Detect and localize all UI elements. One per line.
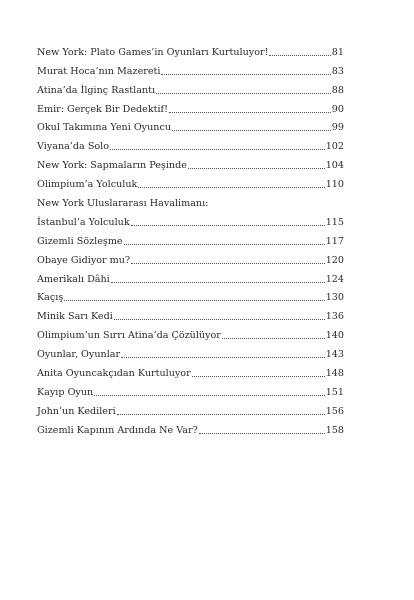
toc-entry xyxy=(37,399,344,418)
toc-leader-dots xyxy=(121,357,325,358)
table-of-contents xyxy=(37,40,344,437)
toc-entry xyxy=(37,418,344,437)
toc-entry-page: 104 xyxy=(325,160,344,172)
toc-entry-page: 148 xyxy=(325,368,344,380)
toc-entry-page: 136 xyxy=(325,311,344,323)
toc-leader-dots xyxy=(114,319,325,320)
toc-entry xyxy=(37,229,344,248)
toc-entry xyxy=(37,323,344,342)
toc-leader-dots xyxy=(117,414,325,415)
toc-entry-page: 130 xyxy=(325,292,344,304)
toc-entry xyxy=(37,97,344,116)
toc-entry xyxy=(37,172,344,191)
toc-entry-title: Emir: Gerçek Bir Dedektif! xyxy=(37,103,168,115)
toc-leader-dots xyxy=(172,130,331,131)
toc-entry-page: 90 xyxy=(331,103,344,115)
toc-entry xyxy=(37,342,344,361)
toc-entry-title: Minik Sarı Kedi xyxy=(37,311,113,323)
toc-entry-page: 143 xyxy=(325,349,344,361)
toc-entry-page: 110 xyxy=(325,179,344,191)
toc-entry-page: 115 xyxy=(325,216,344,228)
toc-entry xyxy=(37,304,344,323)
toc-entry-title: Olimpium’a Yolculuk xyxy=(37,179,138,191)
toc-entry xyxy=(37,78,344,97)
toc-leader-dots xyxy=(199,433,325,434)
toc-entry-title: Gizemli Kapının Ardında Ne Var? xyxy=(37,424,198,436)
toc-leader-dots xyxy=(169,112,331,113)
toc-leader-dots xyxy=(269,55,330,56)
toc-entry-title: New York: Sapmaların Peşinde xyxy=(37,160,187,172)
toc-entry-title: Amerikalı Dâhi xyxy=(37,273,110,285)
toc-entry-title: Gizemli Sözleşme xyxy=(37,235,123,247)
toc-section-heading-text: New York Uluslararası Havalimanı: xyxy=(37,198,209,210)
toc-leader-dots xyxy=(161,74,330,75)
toc-entry xyxy=(37,153,344,172)
toc-leader-dots xyxy=(94,395,324,396)
toc-entry xyxy=(37,380,344,399)
toc-entry-page: 120 xyxy=(325,254,344,266)
toc-leader-dots xyxy=(64,300,324,301)
toc-entry xyxy=(37,248,344,267)
toc-entry-title: Anita Oyuncakçıdan Kurtuluyor xyxy=(37,368,191,380)
toc-entry xyxy=(37,286,344,305)
toc-entry-title: Murat Hoca’nın Mazereti xyxy=(37,65,161,77)
toc-leader-dots xyxy=(188,168,325,169)
toc-entry-page: 140 xyxy=(325,330,344,342)
toc-entry-title: Obaye Gidiyor mu? xyxy=(37,254,131,266)
toc-entry-page: 83 xyxy=(331,65,344,77)
toc-entry-title: Kayıp Oyun xyxy=(37,386,94,398)
toc-entry xyxy=(37,267,344,286)
toc-leader-dots xyxy=(131,263,325,264)
toc-leader-dots xyxy=(111,282,325,283)
toc-entry-title: Olimpium’un Sırrı Atina’da Çözülüyor xyxy=(37,330,221,342)
toc-entry-page: 124 xyxy=(325,273,344,285)
toc-leader-dots xyxy=(192,376,325,377)
toc-leader-dots xyxy=(222,338,325,339)
toc-leader-dots xyxy=(124,244,325,245)
toc-entry-page: 156 xyxy=(325,405,344,417)
toc-entry-page: 81 xyxy=(331,46,344,58)
toc-entry-title: Okul Takımına Yeni Oyuncu xyxy=(37,122,172,134)
toc-entry-page: 151 xyxy=(325,386,344,398)
toc-leader-dots xyxy=(138,187,324,188)
toc-entry-page: 102 xyxy=(325,141,344,153)
toc-entry xyxy=(37,40,344,59)
toc-entry-title: New York: Plato Games’in Oyunları Kurtuluyor! xyxy=(37,46,269,58)
toc-entry xyxy=(37,361,344,380)
toc-entry-title: İstanbul’a Yolculuk xyxy=(37,216,130,228)
toc-entry-title: John’un Kedileri xyxy=(37,405,116,417)
toc-leader-dots xyxy=(131,225,325,226)
toc-entry xyxy=(37,116,344,135)
toc-entry-title: Atina’da İlginç Rastlantı xyxy=(37,84,156,96)
toc-entry-title: Kaçış xyxy=(37,292,64,304)
toc-entry-page: 99 xyxy=(331,122,344,134)
toc-entry-page: 88 xyxy=(331,84,344,96)
toc-leader-dots xyxy=(156,93,331,94)
toc-entry-title: Oyunlar, Oyunlar xyxy=(37,349,121,361)
toc-entry xyxy=(37,59,344,78)
toc-entry-title: Viyana’da Solo xyxy=(37,141,110,153)
toc-entry-page: 158 xyxy=(325,424,344,436)
toc-entry xyxy=(37,210,344,229)
toc-entry-page: 117 xyxy=(325,235,344,247)
toc-entry xyxy=(37,134,344,153)
toc-section-heading xyxy=(37,191,344,210)
toc-leader-dots xyxy=(110,149,325,150)
